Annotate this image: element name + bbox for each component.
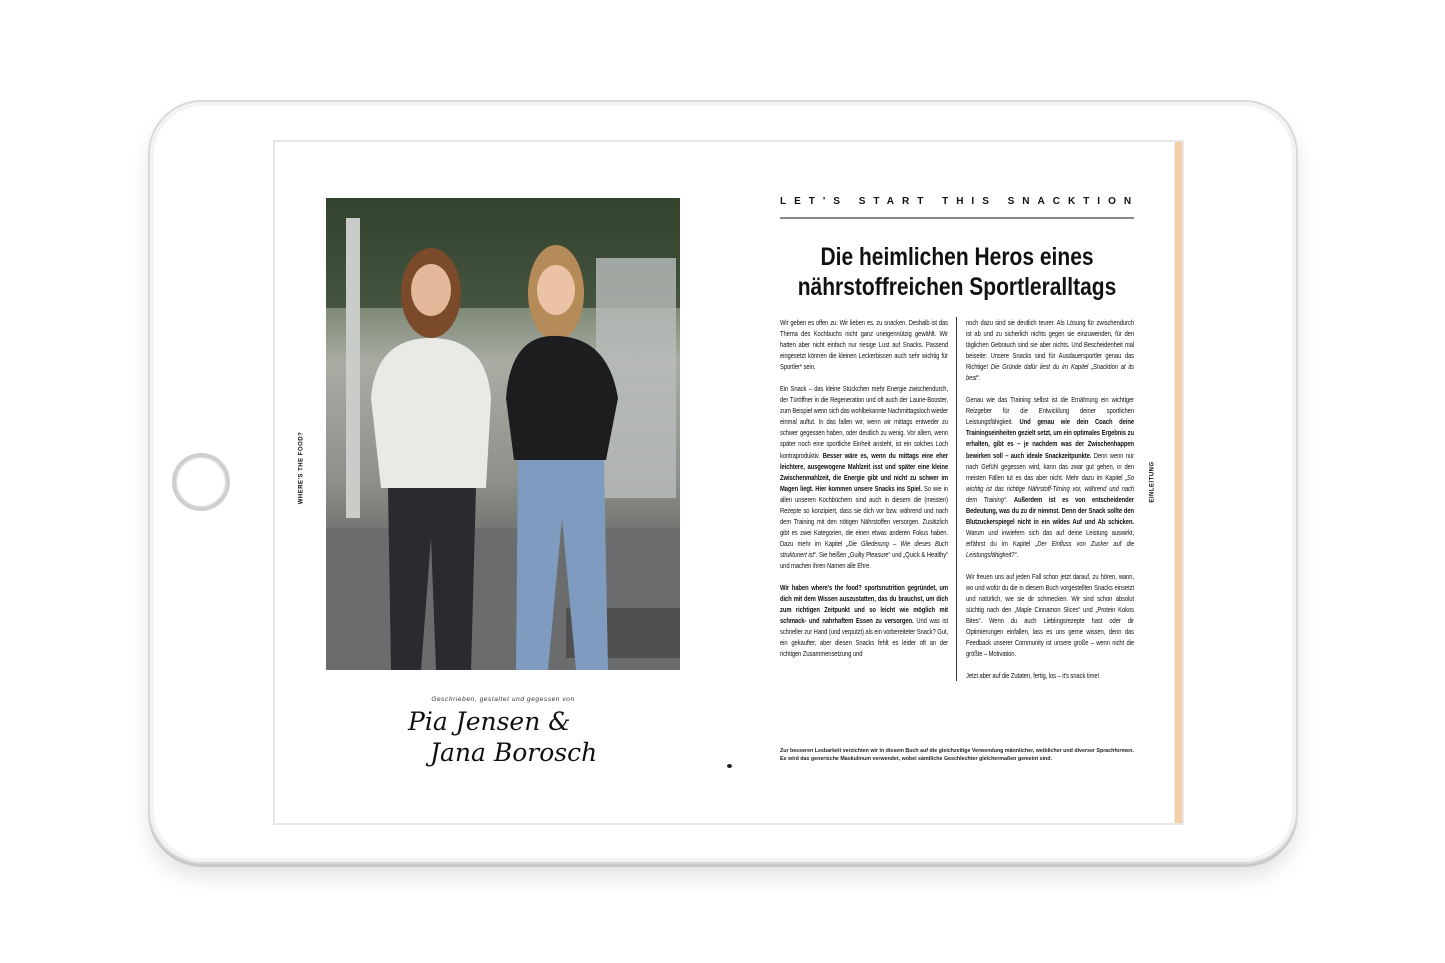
page-title xyxy=(747,242,1167,302)
text-segment: Denn wenn nur nach Gefühl gegessen wird, kann das zwar gut gehen, in den meisten Fällen tut es das aber nicht. Mehr dazu im Kapitel xyxy=(966,450,1134,482)
text-column-1 xyxy=(780,317,948,659)
text-segment: . Sie heißen „Guilty Pleasure“ und „Quick & Healthy“ und machen ihren Namen alle Ehre. xyxy=(780,549,948,570)
column-divider xyxy=(956,317,957,681)
signature-line-1: Pia Jensen & xyxy=(408,707,571,736)
home-button[interactable] xyxy=(172,453,230,511)
paragraph xyxy=(780,383,948,571)
paragraph xyxy=(966,571,1134,659)
paragraph xyxy=(966,670,1134,681)
text-segment: Die Gründe dafür liest du im Kapitel „Snacktion at its best“. xyxy=(966,362,1134,383)
text-segment: Wir freuen uns auf jeden Fall schon jetzt darauf, zu hören, wann, wo und wofür du die in diesem Buch vorgestellten Snacks einsetzt und natürlich, wie sie dir schmecken. Wir sind schon absolut süchtig nach den „Maple Cinnamon Slices“ und „Protein Kokos Bites“. Wenn du auch Lieblingsrezepte hast oder dir Optimierungen einfallen, lass es uns gerne wissen, denn das Feedback unserer Community ist unsere große – wenn nicht die größte – Motivation. xyxy=(966,571,1134,659)
text-segment: Wir haben where's the food? sportsnutrition gegründet, um dich mit dem Wissen auszustatten, das du brauchst, um dich zum richtigen Zeitpunkt und so leicht wie möglich mit schmack- und nahrhaftem Essen zu versorgen. xyxy=(780,583,948,626)
footnote: Zur besseren Lesbarkeit verzichten wir in diesem Buch auf die gleichzeitige Verwendung männlicher, weiblicher und diverser Sprachformen. Es wird das generische Maskulinum verwendet, wobei sämtliche Geschlechter gleichermaßen gemeint sind. xyxy=(780,748,1134,762)
text-segment: . xyxy=(1016,549,1018,559)
paragraph xyxy=(966,394,1134,560)
text-segment: Und was ist schneller zur Hand (und verputzt) als ein vorbereiteter Snack? Gut, ein gekaufter, aber diesen Snacks fehlt es leider oft an der richtigen Zusammensetzung und xyxy=(780,616,948,659)
photo-illustration xyxy=(326,198,680,670)
title-line-2: nährstoffreichen Sportleralltags xyxy=(797,273,1117,301)
text-segment: „Der Einfluss von Zucker auf die Leistungsfähigkeit?“ xyxy=(966,538,1134,559)
text-segment: noch dazu sind sie deutlich teurer. Als Lösung für zwischendurch ist ab und zu sicherlich nichts gegen sie einzuwenden, für den täglichen Gebrauch sind sie aber nichts. Und Bescheidenheit mal beiseite: Unsere Snacks sind für Ausdauersportler genau das Richtige! xyxy=(966,318,1134,372)
paragraph xyxy=(780,582,948,659)
text-segment: Warum und inwiefern sich das auf deine Leistung auswirkt, erfährst du im Kapitel xyxy=(966,527,1134,548)
text-segment: Außerdem ist es von entscheidender Bedeutung, was du zu dir nimmst. Denn der Snack sollte den Blutzuckerspiegel nicht in ein wildes Auf und Ab schicken. xyxy=(966,494,1134,526)
paragraph xyxy=(780,317,948,372)
text-segment: Ein Snack – das kleine Stückchen mehr Energie zwischendurch, der Türöffner in die Regeneration und oft auch der Laune-Booster, zum Beispiel wenn sich das wohlbekannte Nachmittagsloch wieder einmal auftut. In das fallen wir, wenn wir mittags entweder zu schwer gegessen haben, oder deutlich zu wenig. Vor allem, wenn später noch eine sportliche Einheit ansteht, ist ein solches Loch kontraproduktiv. xyxy=(780,384,948,460)
text-segment: Und genau wie dein Coach deine Trainingseinheiten gezielt setzt, um ein optimales Ergebnis zu erhalten, gibt es – je nachdem was der Zwischenhappen bewirken soll – auch ideale Snackzeitpunkte. xyxy=(966,417,1134,460)
kicker-rule xyxy=(780,217,1134,219)
text-column-2 xyxy=(966,317,1134,681)
accent-strip xyxy=(1174,142,1182,823)
right-side-label: EINLEITUNG xyxy=(1149,461,1156,503)
book-spread xyxy=(273,140,1184,825)
text-segment: Genau wie das Training selbst ist die Ernährung ein wichtiger Reizgeber für die Entwicklung deiner sportlichen Leistungsfähigkeit. xyxy=(966,395,1134,427)
paragraph xyxy=(966,317,1134,383)
left-side-label: WHERE'S THE FOOD? xyxy=(298,431,305,505)
title-line-1: Die heimlichen Heros eines xyxy=(820,243,1094,271)
authors-photo xyxy=(326,198,680,670)
text-segment: Jetzt aber auf die Zutaten, fertig, los – it's snack time! xyxy=(966,671,1100,681)
text-segment: So wie in allen unseren Kochbüchern sind auch in diesem die (meisten) Rezepte so konzipiert, dass sie dich vor bzw. während und nach dem Training mit den nötigen Nährstoffen versorgen. Zusätzlich gibt es zwei Kategorien, die einen etwas anderen Fokus haben. Dazu mehr im Kapitel xyxy=(780,483,949,548)
kicker: LET'S START THIS SNACKTION xyxy=(780,196,1140,207)
text-segment: . xyxy=(1005,494,1014,504)
page-marker xyxy=(727,764,732,768)
text-segment: Besser wäre es, wenn du mittags eine eher leichtere, ausgewogene Mahlzeit isst und später eine kleine Zwischenmahlzeit, die Energie gibt und nicht zu schwer im Magen liegt. Hier kommen unsere Snacks ins Spiel. xyxy=(780,450,948,493)
text-segment: Wir geben es offen zu: Wir lieben es, zu snacken. Deshalb ist das Thema des Kochbuchs nicht ganz uneigennützig gewählt. Wir hatten aber nicht einfach nur riesige Lust auf Snacks. Passend eingesetzt können die kleinen Leckerbissen auch sehr wichtig für Sportler* sein. xyxy=(780,318,948,372)
text-segment: „Die Gliederung – Wie dieses Buch strukturiert ist“ xyxy=(780,538,948,559)
text-segment: „So wichtig ist das richtige Nährstoff-Timing vor, während und nach dem Training“ xyxy=(966,472,1134,504)
signature-line-2: Jana Borosch xyxy=(430,738,598,767)
credit-line: Geschrieben, gestaltet und gegessen von xyxy=(431,696,575,703)
